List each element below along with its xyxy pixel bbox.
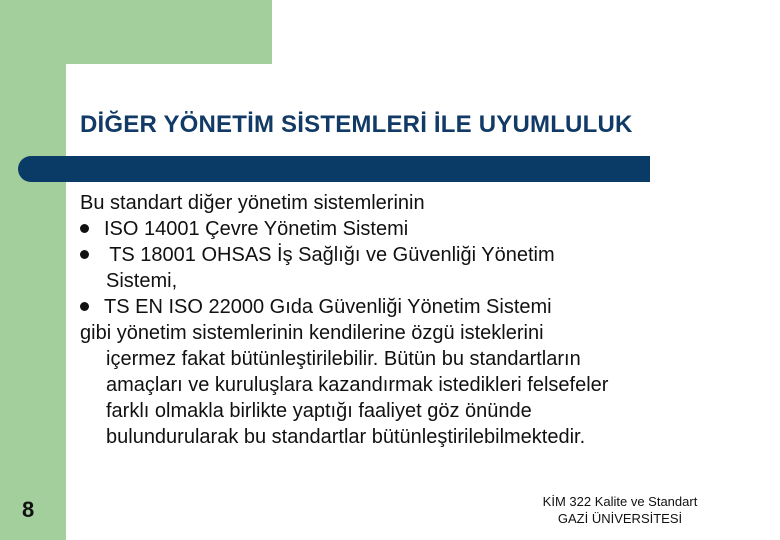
bullet-text-continuation: Sistemi, [106,270,178,292]
bullet-icon [80,250,89,259]
bullet-item [80,242,740,294]
bullet-item [80,216,740,242]
footer-university: GAZİ ÜNİVERSİTESİ [557,511,683,526]
bullet-text: ISO 14001 Çevre Yönetim Sistemi [104,218,409,240]
page-number: 8 [22,497,35,522]
closing-paragraph-line: içermez fakat bütünleştirilebilir. Bütün bu standartların [106,348,581,370]
closing-paragraph-line: farklı olmakla birlikte yaptığı faaliyet göz önünde [106,400,532,422]
bullet-icon [80,224,89,233]
closing-paragraph-line: bulundurularak bu standartlar bütünleştirilebilmektedir. [106,426,586,448]
bullet-item [80,294,740,320]
bullet-text: TS EN ISO 22000 Gıda Güvenliği Yönetim Sistemi [104,296,552,318]
footer-course: KİM 322 Kalite ve Standart [542,494,698,509]
title-underline-bar [18,156,650,182]
bullet-icon [80,302,89,311]
bullet-text: TS 18001 OHSAS İş Sağlığı ve Güvenliği Yönetim [104,244,555,266]
footer [520,493,720,527]
closing-paragraph-line: gibi yönetim sistemlerinin kendilerine özgü isteklerini [80,322,544,344]
slide-body [80,190,740,450]
intro-text: Bu standart diğer yönetim sistemlerinin [80,192,425,214]
closing-paragraph-line: amaçları ve kuruluşlara kazandırmak istedikleri felsefeler [106,374,609,396]
left-decorative-band [0,0,66,540]
slide-title: DİĞER YÖNETİM SİSTEMLERİ İLE UYUMLULUK [80,111,633,138]
top-decorative-band [0,0,272,64]
